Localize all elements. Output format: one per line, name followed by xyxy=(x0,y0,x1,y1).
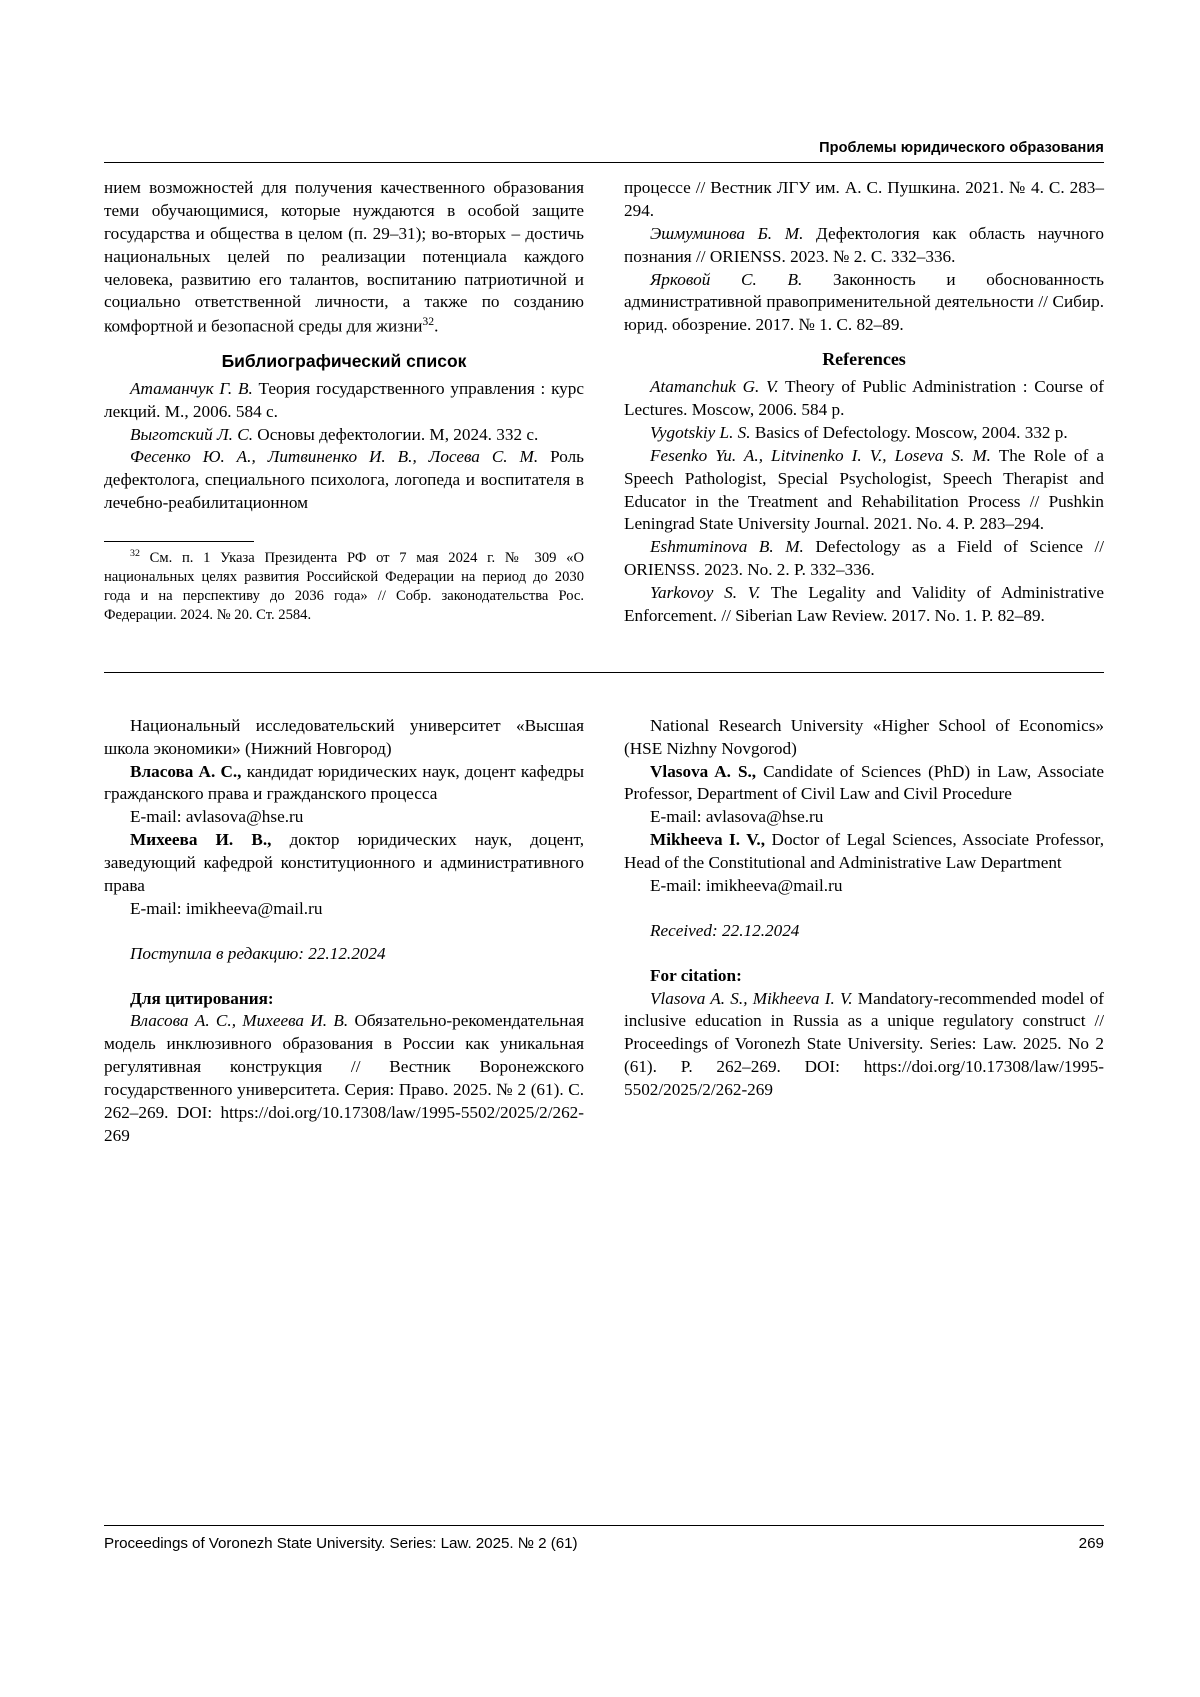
body-columns xyxy=(104,177,1104,628)
reference-entry xyxy=(624,582,1104,628)
citation-authors: Власова А. С., Михеева И. В. xyxy=(130,1011,349,1031)
bibliography-heading: Библиографический список xyxy=(221,350,467,371)
bibliography-entry xyxy=(104,446,584,515)
footnote xyxy=(104,548,584,625)
bibliography-entry xyxy=(104,378,584,424)
citation-heading-ru: Для цитирования: xyxy=(130,988,274,1008)
bibliography-rest: Законность и обоснованность административной правоприменительной деятельности // Сибир. юрид. обозрение. 2017. № 1. С. 82–89. xyxy=(624,269,1104,335)
author-title: Candidate of Sciences (PhD) in Law, Associate Professor, Department of Civil Law and Civil Procedure xyxy=(624,761,1104,804)
reference-rest: The Legality and Validity of Administrative Enforcement. // Siberian Law Review. 2017. No. 1. P. 82–89. xyxy=(624,583,1104,625)
reference-rest: Defectology as a Field of Science // ORIENSS. 2023. No. 2. P. 332–336. xyxy=(624,537,1105,580)
bibliography-authors: Атаманчук Г. В. xyxy=(130,378,253,398)
author-entry-ru-1 xyxy=(104,761,584,807)
bibliography-authors: Выготский Л. С. xyxy=(130,424,253,444)
author-email-ru-1[interactable]: E-mail: avlasova@hse.ru xyxy=(130,807,304,827)
affiliation-ru: Национальный исследовательский университет «Высшая школа экономики» (Нижний Новгород) xyxy=(104,715,584,758)
references-heading: References xyxy=(822,349,906,370)
reference-rest: The Role of a Speech Pathologist, Special Psychologist, Speech Therapist and Educator in the Treatment and Rehabilitation Process // Pushkin Leningrad State University Journal. 2021. No. 4. P. 283–294. xyxy=(624,445,1104,534)
left-column xyxy=(104,177,584,628)
citation-text: Mandatory-recommended model of inclusive education in Russia as a unique regulatory construct // Proceedings of Voronezh State University. Series: Law. 2025. No 2 (61). P. 262–269. DOI: https://doi.org/10.17308/law/1995-5502/2025/2/262-269 xyxy=(624,988,1104,1099)
author-name: Власова А. С., xyxy=(130,761,242,781)
header-rule xyxy=(104,162,1104,163)
footnote-text: См. п. 1 Указа Президента РФ от 7 мая 2024 г. № 309 «О национальных целях развития Российской Федерации на период до 2030 года и на перспективу до 2036 года» // Собр. законодательства Рос. Федерации. 2024. № 20. Ст. 2584. xyxy=(104,549,584,623)
citation-ru xyxy=(104,1010,584,1147)
footnote-number: 32 xyxy=(130,548,140,560)
footer-journal-line: Proceedings of Voronezh State University. Series: Law. 2025. № 2 (61) xyxy=(104,1535,578,1552)
author-title: кандидат юридических наук, доцент кафедры гражданского права и гражданского процесса xyxy=(104,761,585,804)
bibliography-rest: Роль дефектолога, специального психолога, логопеда и воспитателя в лечебно-реабилитационном xyxy=(104,447,584,513)
reference-authors: Vygotskiy L. S. xyxy=(650,422,751,442)
author-entry-en-2 xyxy=(624,829,1104,875)
reference-authors: Atamanchuk G. V. xyxy=(650,377,779,397)
reference-entry xyxy=(624,376,1104,422)
page-footer xyxy=(104,1525,1104,1552)
bibliography-authors: Ярковой С. В. xyxy=(650,269,803,289)
author-entry-ru-2 xyxy=(104,829,584,898)
right-column xyxy=(624,177,1104,628)
reference-entry xyxy=(624,536,1104,582)
author-email-en-2[interactable]: E-mail: imikheeva@mail.ru xyxy=(650,875,843,895)
bibliography-rest: Дефектология как область научного познания // ORIENSS. 2023. № 2. С. 332–336. xyxy=(624,223,1104,266)
author-title: Doctor of Legal Sciences, Associate Professor, Head of the Constitutional and Administrative Law Department xyxy=(624,830,1105,872)
page-number: 269 xyxy=(1078,1535,1104,1552)
bibliography-authors: Эшмуминова Б. М. xyxy=(650,223,804,243)
section-separator-rule xyxy=(104,672,1104,673)
author-name: Михеева И. В., xyxy=(130,830,272,850)
metadata-columns xyxy=(104,715,1104,1148)
bibliography-rest: Теория государственного управления : курс лекций. М., 2006. 584 с. xyxy=(104,378,584,421)
author-entry-en-1 xyxy=(624,761,1104,807)
body-paragraph: нием возможностей для получения качественного образования теми обучающимися, которые нуждаются в особой защите государства и общества в целом (п. 29–31); во-вторых – достичь национальных целей по реализации потенциала каждого человека, развитию его талантов, воспитанию патриотичной и социально ответственной личности, а также по созданию комфортной и безопасной среды для жизни$^{32}$. xyxy=(104,178,584,336)
bibliography-continuation: процессе // Вестник ЛГУ им. А. С. Пушкина. 2021. № 4. С. 283–294. xyxy=(624,178,1104,220)
body-paragraph-text: нием возможностей для получения качественного образования теми обучающимися, которые нуждаются в особой защите государства и общества в целом (п. 29–31); во-вторых – достичь национальных целей по реализации потенциала каждого человека, развитию его талантов, воспитанию патриотичной и социально ответственной личности, а также по созданию комфортной и безопасной среды для жизни xyxy=(104,178,584,336)
running-head: Проблемы юридического образования xyxy=(819,140,1104,156)
footer-row xyxy=(104,1526,1104,1552)
citation-authors: Vlasova A. S., Mikheeva I. V. xyxy=(650,988,853,1008)
reference-entry xyxy=(624,445,1104,537)
citation-heading-en: For citation: xyxy=(650,965,742,985)
bibliography-entry xyxy=(624,269,1104,338)
footnote-block xyxy=(104,541,584,625)
bibliography-authors: Фесенко Ю. А., Литвиненко И. В., Лосева С. М. xyxy=(130,447,539,467)
bibliography-entry xyxy=(624,223,1104,269)
reference-authors: Fesenko Yu. A., Litvinenko I. V., Loseva S. M. xyxy=(650,445,991,465)
citation-text: Обязательно-рекомендательная модель инклюзивного образования в России как уникальная регулятивная конструкция // Вестник Воронежского государственного университета. Серия: Право. 2025. № 2 (61). С. 262–269. DOI: https://doi.org/10.17308/law/1995-5502/2025/2/262-269 xyxy=(104,1011,585,1145)
footnote-rule xyxy=(104,541,254,542)
metadata-left-column xyxy=(104,715,584,1148)
reference-rest: Theory of Public Administration : Course of Lectures. Moscow, 2006. 584 p. xyxy=(624,377,1104,419)
affiliation-en: National Research University «Higher School of Economics» (HSE Nizhny Novgorod) xyxy=(624,715,1104,758)
reference-rest: Basics of Defectology. Moscow, 2004. 332 p. xyxy=(754,422,1068,442)
reference-authors: Eshmuminova B. M. xyxy=(650,537,804,557)
reference-authors: Yarkovoy S. V. xyxy=(650,583,761,602)
received-date-ru: Поступила в редакцию: 22.12.2024 xyxy=(130,943,386,963)
citation-en xyxy=(624,988,1104,1102)
author-name: Mikheeva I. V., xyxy=(650,830,766,850)
author-email-ru-2[interactable]: E-mail: imikheeva@mail.ru xyxy=(130,898,323,918)
author-title: доктор юридических наук, доцент, заведующий кафедрой конституционного и административного права xyxy=(104,830,585,895)
received-date-en: Received: 22.12.2024 xyxy=(650,920,800,940)
page-content xyxy=(104,140,1104,1148)
bibliography-entry xyxy=(104,424,584,447)
footnote-marker: 32 xyxy=(422,315,435,329)
author-email-en-1[interactable]: E-mail: avlasova@hse.ru xyxy=(650,807,824,827)
reference-entry xyxy=(624,422,1104,445)
author-name: Vlasova A. S., xyxy=(650,761,757,781)
metadata-right-column xyxy=(624,715,1104,1148)
bibliography-rest: Основы дефектологии. М, 2024. 332 с. xyxy=(257,424,539,444)
